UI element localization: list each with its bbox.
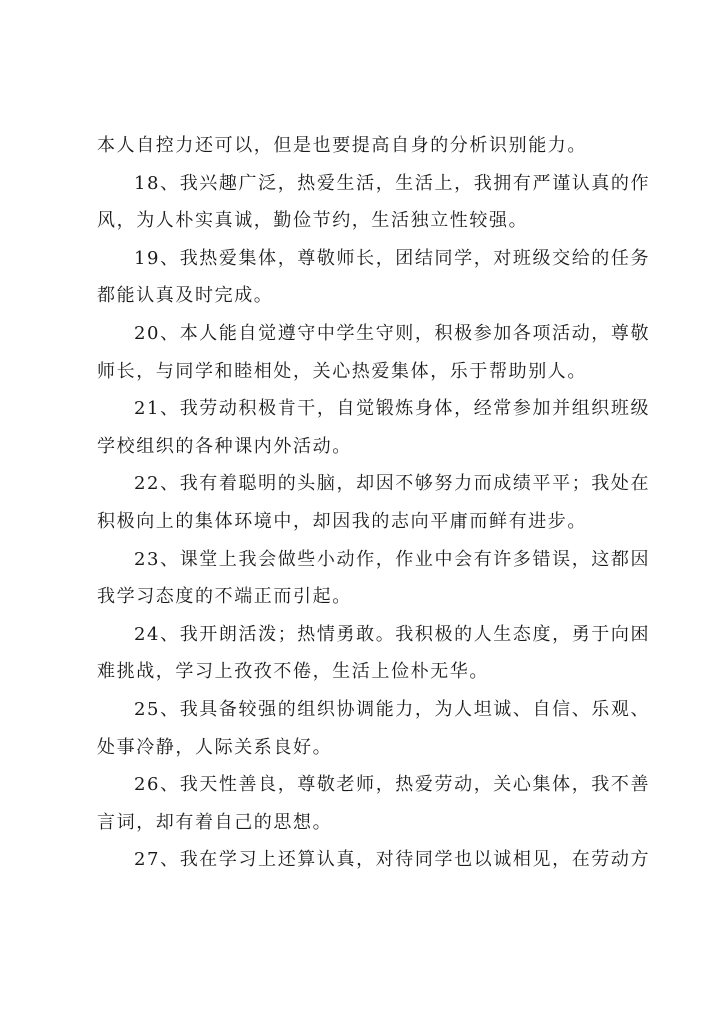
paragraph-24-line-2: 难挑战，学习上孜孜不倦，生活上俭朴无华。 — [97, 661, 489, 683]
paragraph-24-line-1: 24、我开朗活泼；热情勇敢。我积极的人生态度，勇于向困 — [134, 623, 651, 645]
paragraph-22-line-1: 22、我有着聪明的头脑，却因不够努力而成绩平平；我处在 — [134, 473, 651, 495]
paragraph-25-line-2: 处事冷静，人际关系良好。 — [97, 736, 333, 758]
document-body — [97, 127, 651, 879]
paragraph-25-line-1: 25、我具备较强的组织协调能力，为人坦诚、自信、乐观、 — [134, 698, 651, 720]
paragraph-26-line-1: 26、我天性善良，尊敬老师，热爱劳动，关心集体，我不善 — [134, 774, 651, 796]
paragraph-21-line-2: 学校组织的各种课内外活动。 — [97, 435, 352, 457]
paragraph-19-line-1: 19、我热爱集体，尊敬师长，团结同学，对班级交给的任务 — [134, 247, 651, 269]
paragraph-21-line-1: 21、我劳动积极肯干，自觉锻炼身体，经常参加并组织班级 — [134, 398, 651, 420]
paragraph-22-line-2: 积极向上的集体环境中，却因我的志向平庸而鲜有进步。 — [97, 510, 587, 532]
paragraph-27-line-1: 27、我在学习上还算认真，对待同学也以诚相见，在劳动方 — [134, 849, 651, 871]
paragraph-20-line-1: 20、本人能自觉遵守中学生守则，积极参加各项活动，尊敬 — [134, 322, 651, 344]
paragraph-23-line-1: 23、课堂上我会做些小动作，作业中会有许多错误，这都因 — [134, 548, 651, 570]
paragraph-18-line-1: 18、我兴趣广泛，热爱生活，生活上，我拥有严谨认真的作 — [134, 172, 651, 194]
paragraph-26-line-2: 言词，却有着自己的思想。 — [97, 811, 333, 833]
text-line: 本人自控力还可以，但是也要提高自身的分析识别能力。 — [97, 135, 587, 156]
paragraph-19-line-2: 都能认真及时完成。 — [97, 285, 274, 307]
paragraph-20-line-2: 师长，与同学和睦相处，关心热爱集体，乐于帮助别人。 — [97, 360, 587, 382]
paragraph-18-line-2: 风，为人朴实真诚，勤俭节约，生活独立性较强。 — [97, 210, 529, 232]
paragraph-23-line-2: 我学习态度的不端正而引起。 — [97, 586, 352, 608]
